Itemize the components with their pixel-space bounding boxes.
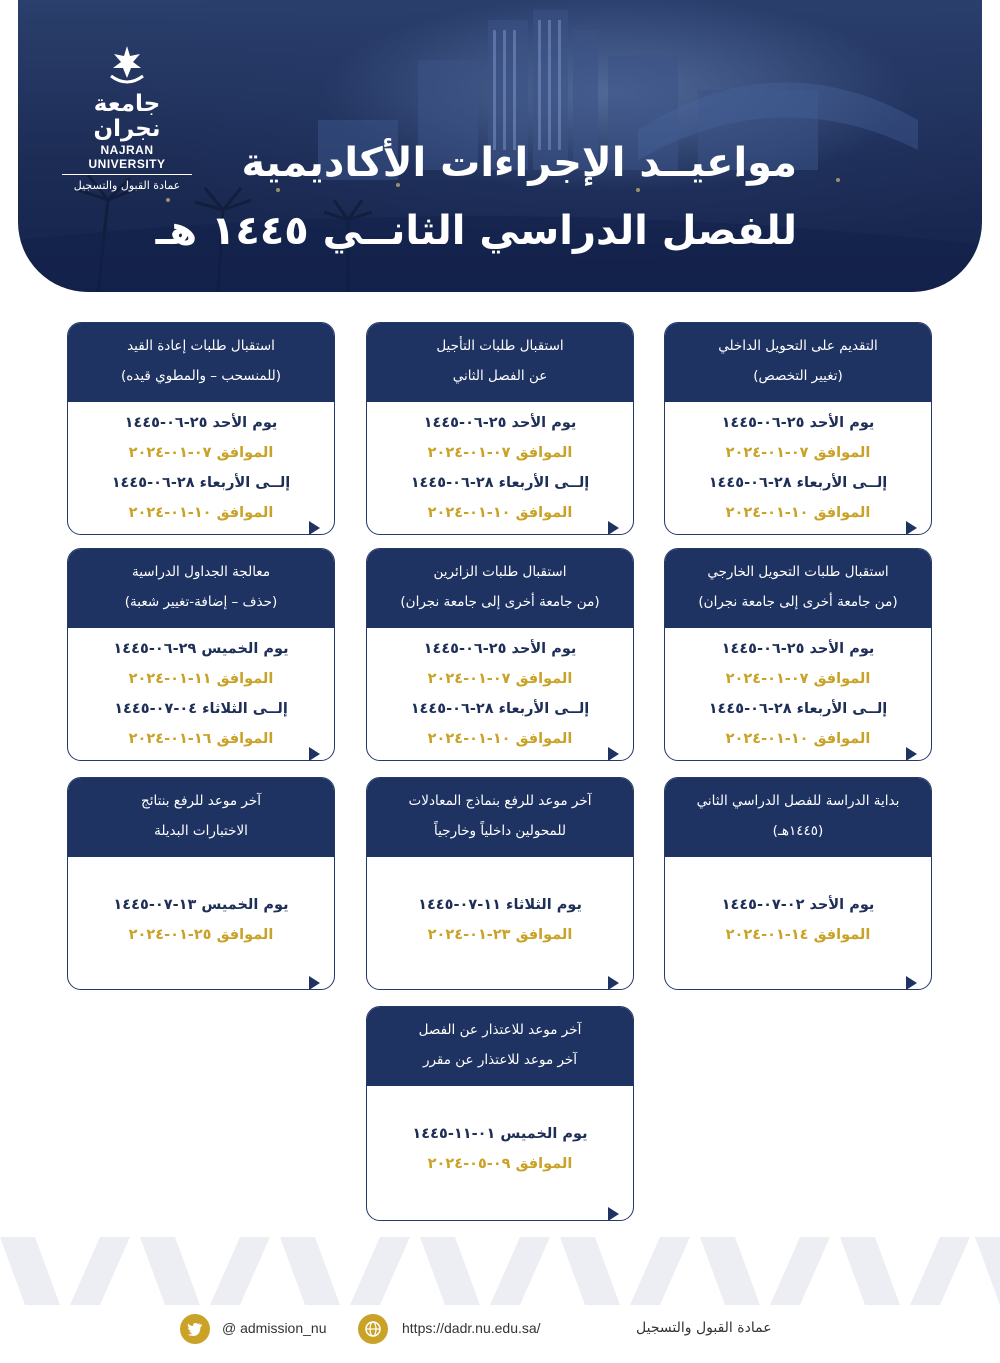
decorative-pattern <box>0 1237 1000 1305</box>
date-gregorian: الموافق ٢٣-٠١-٢٠٢٤ <box>427 927 573 943</box>
globe-icon[interactable] <box>358 1314 388 1344</box>
start-date: يوم الأحد ٢٥-٠٦-١٤٤٥ <box>423 641 577 657</box>
start-date-gregorian: الموافق ٠٧-٠١-٢٠٢٤ <box>427 445 573 461</box>
university-logo <box>62 44 192 192</box>
corner-arrow-icon <box>608 1207 619 1221</box>
corner-arrow-icon <box>906 976 917 990</box>
card-title: استقبال طلبات إعادة القيد <box>127 338 275 354</box>
card-title: استقبال طلبات التأجيل <box>436 338 564 354</box>
date: يوم الأحد ٠٢-٠٧-١٤٤٥ <box>721 897 875 913</box>
card-header <box>367 549 633 628</box>
end-date-gregorian: الموافق ١٠-٠١-٢٠٢٤ <box>725 731 871 747</box>
card-equivalency-forms <box>366 777 634 990</box>
logo-department: عمادة القبول والتسجيل <box>73 178 181 192</box>
card-alternative-exams <box>67 777 335 990</box>
card-header <box>68 323 334 402</box>
end-date: إلــى الأربعاء ٢٨-٠٦-١٤٤٥ <box>410 475 590 491</box>
date-gregorian: الموافق ٠٩-٠٥-٢٠٢٤ <box>427 1156 573 1172</box>
date: يوم الثلاثاء ١١-٠٧-١٤٤٥ <box>418 897 582 913</box>
card-dates <box>367 1086 633 1179</box>
card-subtitle: (حذف – إضافة-تغيير شعبة) <box>124 594 278 610</box>
website-link[interactable]: https://dadr.nu.edu.sa/ <box>402 1320 541 1336</box>
card-title: معالجة الجداول الدراسية <box>131 564 271 580</box>
card-title: آخر موعد للاعتذار عن الفصل <box>418 1022 582 1038</box>
card-subtitle: (تغيير التخصص) <box>753 368 843 384</box>
card-dates <box>367 857 633 950</box>
star-emblem-icon <box>105 44 149 88</box>
card-subtitle: (١٤٤٥هـ) <box>772 823 824 839</box>
end-date: إلــى الأربعاء ٢٨-٠٦-١٤٤٥ <box>708 701 888 717</box>
card-dates <box>367 628 633 754</box>
start-date: يوم الخميس ٢٩-٠٦-١٤٤٥ <box>113 641 289 657</box>
card-dates <box>665 857 931 950</box>
card-title: التقديم على التحويل الداخلي <box>718 338 878 354</box>
start-date-gregorian: الموافق ٠٧-٠١-٢٠٢٤ <box>427 671 573 687</box>
card-dates <box>665 402 931 528</box>
card-subtitle: (للمنسحب – والمطوي قيده) <box>120 368 282 384</box>
card-title: استقبال طلبات التحويل الخارجي <box>707 564 889 580</box>
card-header <box>68 778 334 857</box>
end-date: إلــى الأربعاء ٢٨-٠٦-١٤٤٥ <box>410 701 590 717</box>
corner-arrow-icon <box>906 747 917 761</box>
card-header <box>665 323 931 402</box>
card-semester-start <box>664 777 932 990</box>
footer <box>0 1314 1000 1350</box>
card-visiting-students <box>366 548 634 761</box>
card-header <box>367 778 633 857</box>
start-date: يوم الأحد ٢٥-٠٦-١٤٤٥ <box>423 415 577 431</box>
logo-arabic-name: جامعة نجران <box>93 91 161 143</box>
start-date-gregorian: الموافق ٠٧-٠١-٢٠٢٤ <box>725 445 871 461</box>
start-date-gregorian: الموافق ٠٧-٠١-٢٠٢٤ <box>128 445 274 461</box>
end-date-gregorian: الموافق ١٠-٠١-٢٠٢٤ <box>427 505 573 521</box>
card-subtitle: للمحولين داخلياً وخارجياً <box>434 823 566 839</box>
header-banner <box>18 0 982 292</box>
twitter-handle[interactable]: @ admission_nu <box>222 1320 327 1336</box>
card-subtitle: عن الفصل الثاني <box>452 368 548 384</box>
card-readmission <box>67 322 335 535</box>
card-withdrawal-deadline <box>366 1006 634 1221</box>
footer-department: عمادة القبول والتسجيل <box>636 1320 772 1336</box>
card-subtitle: آخر موعد للاعتذار عن مقرر <box>422 1052 578 1068</box>
card-schedule-processing <box>67 548 335 761</box>
corner-arrow-icon <box>608 521 619 535</box>
page-title-line2: للفصل الدراسي الثانــي ١٤٤٥ هـ <box>155 208 797 254</box>
end-date-gregorian: الموافق ١٠-٠١-٢٠٢٤ <box>427 731 573 747</box>
start-date-gregorian: الموافق ١١-٠١-٢٠٢٤ <box>128 671 274 687</box>
card-subtitle: (من جامعة أخرى إلى جامعة نجران) <box>400 594 600 610</box>
start-date-gregorian: الموافق ٠٧-٠١-٢٠٢٤ <box>725 671 871 687</box>
corner-arrow-icon <box>906 521 917 535</box>
card-postponement <box>366 322 634 535</box>
date: يوم الخميس ٠١-١١-١٤٤٥ <box>412 1126 588 1142</box>
card-title: استقبال طلبات الزائرين <box>433 564 567 580</box>
card-title: بداية الدراسة للفصل الدراسي الثاني <box>696 793 900 809</box>
logo-english-name: NAJRAN UNIVERSITY <box>62 143 192 175</box>
corner-arrow-icon <box>309 521 320 535</box>
card-title: آخر موعد للرفع بنماذج المعادلات <box>408 793 592 809</box>
card-subtitle: (من جامعة أخرى إلى جامعة نجران) <box>698 594 898 610</box>
card-subtitle: الاختبارات البديلة <box>154 823 248 839</box>
page-title-line1: مواعيــد الإجراءات الأكاديمية <box>241 140 797 186</box>
corner-arrow-icon <box>608 976 619 990</box>
card-dates <box>68 628 334 754</box>
card-header <box>665 778 931 857</box>
card-dates <box>665 628 931 754</box>
card-header <box>367 323 633 402</box>
card-dates <box>68 402 334 528</box>
card-header <box>367 1007 633 1086</box>
start-date: يوم الأحد ٢٥-٠٦-١٤٤٥ <box>124 415 278 431</box>
end-date: إلــى الأربعاء ٢٨-٠٦-١٤٤٥ <box>111 475 291 491</box>
end-date: إلــى الثلاثاء ٠٤-٠٧-١٤٤٥ <box>114 701 288 717</box>
date-gregorian: الموافق ٢٥-٠١-٢٠٢٤ <box>128 927 274 943</box>
start-date: يوم الأحد ٢٥-٠٦-١٤٤٥ <box>721 641 875 657</box>
card-header <box>665 549 931 628</box>
corner-arrow-icon <box>309 747 320 761</box>
card-dates <box>68 857 334 950</box>
date-gregorian: الموافق ١٤-٠١-٢٠٢٤ <box>725 927 871 943</box>
start-date: يوم الأحد ٢٥-٠٦-١٤٤٥ <box>721 415 875 431</box>
corner-arrow-icon <box>309 976 320 990</box>
end-date-gregorian: الموافق ١٦-٠١-٢٠٢٤ <box>128 731 274 747</box>
card-external-transfer <box>664 548 932 761</box>
end-date: إلــى الأربعاء ٢٨-٠٦-١٤٤٥ <box>708 475 888 491</box>
twitter-icon[interactable] <box>180 1314 210 1344</box>
corner-arrow-icon <box>608 747 619 761</box>
card-internal-transfer <box>664 322 932 535</box>
end-date-gregorian: الموافق ١٠-٠١-٢٠٢٤ <box>725 505 871 521</box>
date: يوم الخميس ١٣-٠٧-١٤٤٥ <box>113 897 289 913</box>
end-date-gregorian: الموافق ١٠-٠١-٢٠٢٤ <box>128 505 274 521</box>
card-dates <box>367 402 633 528</box>
card-title: آخر موعد للرفع بنتائج <box>141 793 261 809</box>
card-header <box>68 549 334 628</box>
